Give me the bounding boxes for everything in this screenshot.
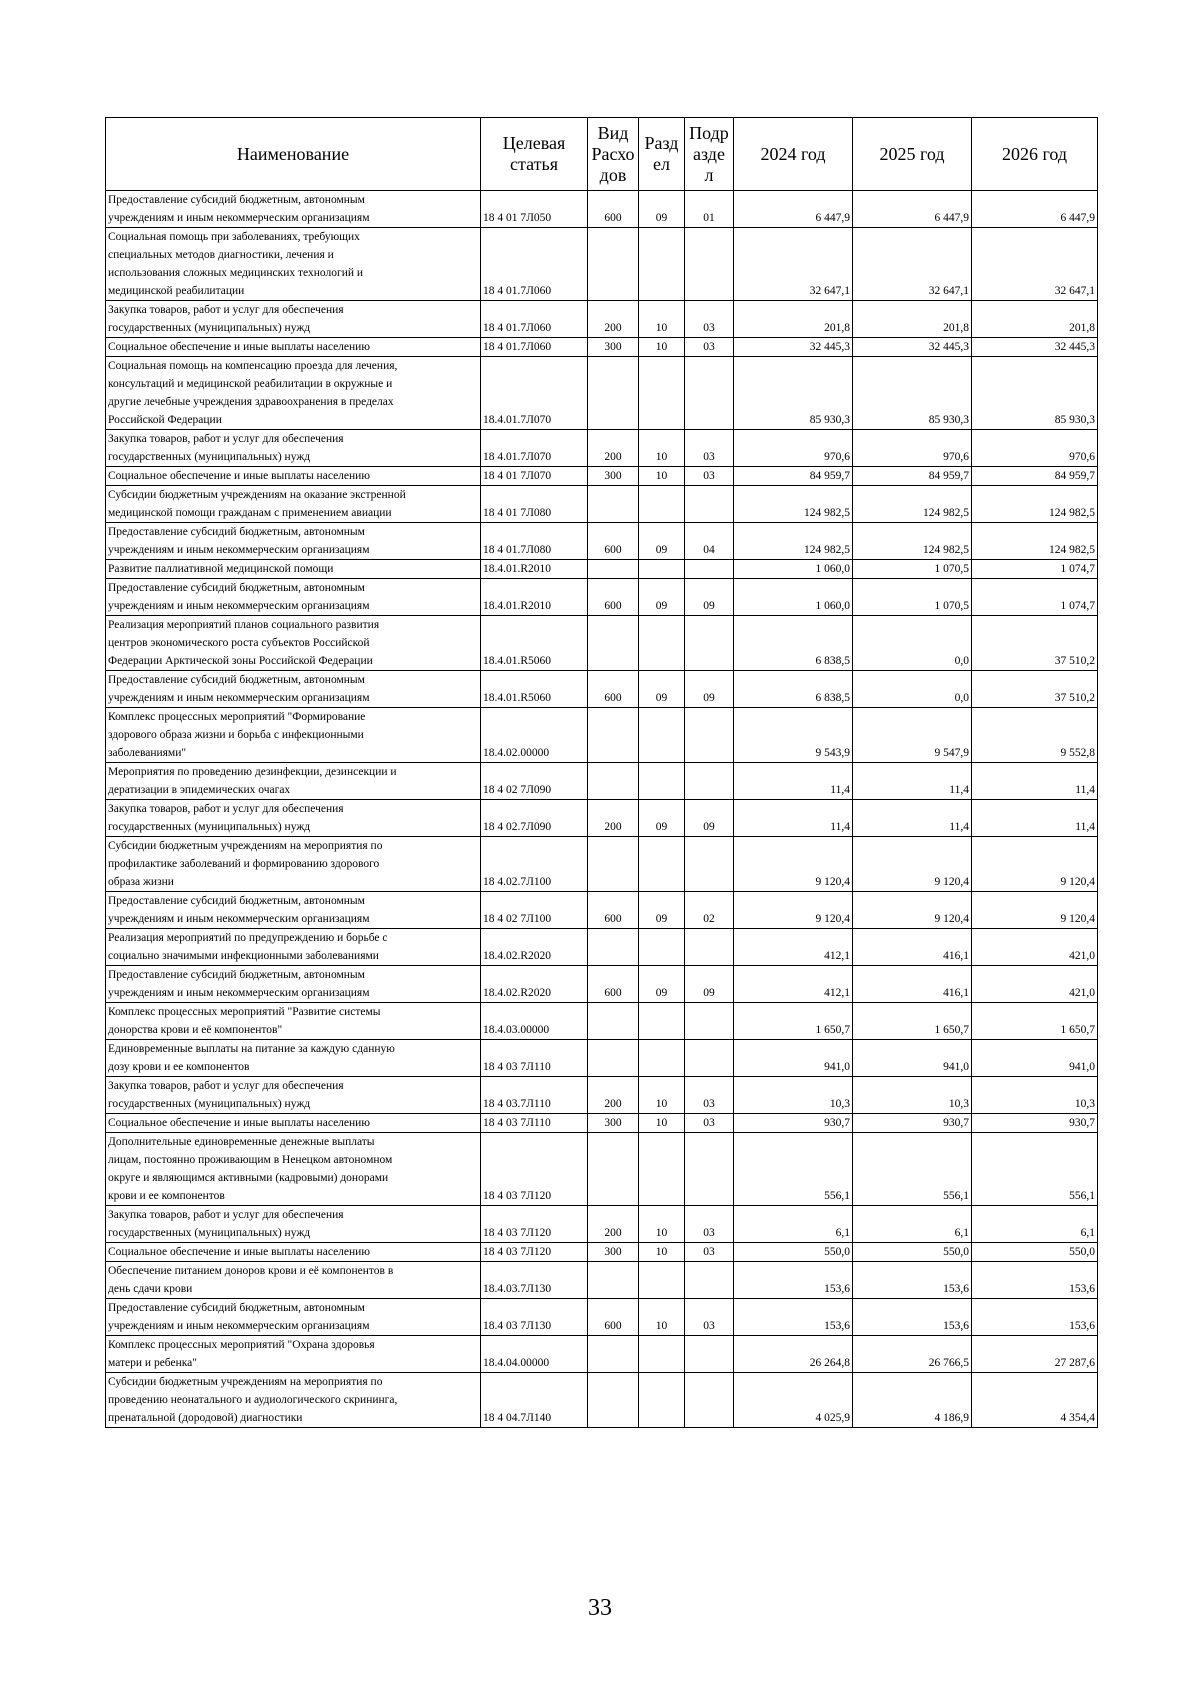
- cell-section: 09: [639, 966, 685, 1003]
- cell-2024: 930,7: [734, 1114, 853, 1133]
- cell-expense-type: [588, 708, 639, 763]
- cell-name: Закупка товаров, работ и услуг для обеспечения государственных (муниципальных) нужд: [106, 1077, 481, 1114]
- cell-expense-type: [588, 1040, 639, 1077]
- cell-section: [639, 837, 685, 892]
- cell-name: Социальное обеспечение и иные выплаты населению: [106, 467, 481, 486]
- cell-2026: 9 120,4: [972, 892, 1098, 929]
- cell-section: [639, 616, 685, 671]
- cell-section: 10: [639, 338, 685, 357]
- cell-expense-type: 600: [588, 523, 639, 560]
- cell-2026: 6,1: [972, 1206, 1098, 1243]
- cell-2026: 941,0: [972, 1040, 1098, 1077]
- cell-2026: 930,7: [972, 1114, 1098, 1133]
- cell-2026: 9 552,8: [972, 708, 1098, 763]
- cell-2026: 153,6: [972, 1262, 1098, 1299]
- cell-2024: 201,8: [734, 301, 853, 338]
- header-name: Наименование: [106, 118, 481, 191]
- cell-2024: 32 445,3: [734, 338, 853, 357]
- cell-target-article: 18 4.02.7Л100: [481, 837, 588, 892]
- cell-subsection: 03: [685, 1206, 734, 1243]
- header-2026: 2026 год: [972, 118, 1098, 191]
- cell-subsection: 03: [685, 301, 734, 338]
- cell-expense-type: 200: [588, 1206, 639, 1243]
- cell-subsection: 03: [685, 1299, 734, 1336]
- cell-2025: 32 647,1: [853, 228, 972, 301]
- cell-expense-type: [588, 616, 639, 671]
- cell-expense-type: [588, 1003, 639, 1040]
- cell-expense-type: [588, 1262, 639, 1299]
- table-row: [106, 671, 1098, 708]
- cell-expense-type: 300: [588, 338, 639, 357]
- cell-2024: 153,6: [734, 1299, 853, 1336]
- cell-target-article: 18.4.01.7Л070: [481, 357, 588, 430]
- cell-subsection: [685, 560, 734, 579]
- cell-2026: 124 982,5: [972, 486, 1098, 523]
- cell-name: Закупка товаров, работ и услуг для обеспечения государственных (муниципальных) нужд: [106, 1206, 481, 1243]
- cell-2025: 416,1: [853, 966, 972, 1003]
- cell-expense-type: [588, 486, 639, 523]
- cell-expense-type: [588, 763, 639, 800]
- cell-2026: 10,3: [972, 1077, 1098, 1114]
- cell-2026: 201,8: [972, 301, 1098, 338]
- header-podrazdel: Подр азде л: [685, 118, 734, 191]
- cell-section: [639, 1003, 685, 1040]
- cell-2024: 10,3: [734, 1077, 853, 1114]
- cell-name: Комплекс процессных мероприятий "Охрана здоровья матери и ребенка": [106, 1336, 481, 1373]
- cell-section: [639, 228, 685, 301]
- cell-expense-type: 600: [588, 966, 639, 1003]
- cell-target-article: 18 4 01.7Л080: [481, 523, 588, 560]
- cell-section: 10: [639, 301, 685, 338]
- cell-name: Закупка товаров, работ и услуг для обеспечения государственных (муниципальных) нужд: [106, 301, 481, 338]
- cell-2024: 9 120,4: [734, 837, 853, 892]
- cell-section: 10: [639, 1077, 685, 1114]
- cell-target-article: 18 4.01.7Л070: [481, 430, 588, 467]
- table-row: [106, 1373, 1098, 1428]
- cell-name: Социальное обеспечение и иные выплаты населению: [106, 338, 481, 357]
- cell-target-article: 18.4.01.R2010: [481, 560, 588, 579]
- header-vid: Вид Расхо дов: [588, 118, 639, 191]
- header-razdel: Разд ел: [639, 118, 685, 191]
- cell-target-article: 18 4 03.7Л110: [481, 1077, 588, 1114]
- table-row: [106, 1114, 1098, 1133]
- cell-2025: 9 120,4: [853, 837, 972, 892]
- cell-section: 10: [639, 1243, 685, 1262]
- cell-2024: 6 838,5: [734, 671, 853, 708]
- cell-section: [639, 1336, 685, 1373]
- cell-section: 09: [639, 800, 685, 837]
- cell-expense-type: [588, 837, 639, 892]
- cell-2026: 1 074,7: [972, 560, 1098, 579]
- cell-target-article: 18 4 01.7Л060: [481, 228, 588, 301]
- cell-2025: 84 959,7: [853, 467, 972, 486]
- cell-target-article: 18 4 01.7Л060: [481, 301, 588, 338]
- cell-2026: 9 120,4: [972, 837, 1098, 892]
- cell-target-article: 18 4 03 7Л110: [481, 1114, 588, 1133]
- cell-2025: 9 547,9: [853, 708, 972, 763]
- cell-2025: 1 070,5: [853, 560, 972, 579]
- cell-2024: 6,1: [734, 1206, 853, 1243]
- cell-subsection: [685, 1262, 734, 1299]
- cell-2024: 412,1: [734, 966, 853, 1003]
- cell-2025: 153,6: [853, 1262, 972, 1299]
- cell-2025: 0,0: [853, 671, 972, 708]
- cell-2025: 6 447,9: [853, 191, 972, 228]
- cell-subsection: 09: [685, 579, 734, 616]
- cell-2026: 6 447,9: [972, 191, 1098, 228]
- cell-2024: 970,6: [734, 430, 853, 467]
- cell-2026: 556,1: [972, 1133, 1098, 1206]
- cell-2025: 416,1: [853, 929, 972, 966]
- cell-subsection: [685, 837, 734, 892]
- cell-subsection: 03: [685, 1077, 734, 1114]
- cell-name: Субсидии бюджетным учреждениям на оказание экстренной медицинской помощи гражданам с применением авиации: [106, 486, 481, 523]
- cell-2026: 1 074,7: [972, 579, 1098, 616]
- cell-name: Предоставление субсидий бюджетным, автономным учреждениям и иным некоммерческим организациям: [106, 523, 481, 560]
- table-row: [106, 357, 1098, 430]
- cell-subsection: 03: [685, 338, 734, 357]
- cell-2025: 201,8: [853, 301, 972, 338]
- cell-2025: 6,1: [853, 1206, 972, 1243]
- cell-target-article: 18 4 03 7Л120: [481, 1243, 588, 1262]
- cell-expense-type: [588, 228, 639, 301]
- cell-target-article: 18 4 03 7Л110: [481, 1040, 588, 1077]
- cell-2024: 6 838,5: [734, 616, 853, 671]
- cell-target-article: 18.4.02.00000: [481, 708, 588, 763]
- cell-2025: 85 930,3: [853, 357, 972, 430]
- table-row: [106, 191, 1098, 228]
- cell-2025: 153,6: [853, 1299, 972, 1336]
- cell-name: Предоставление субсидий бюджетным, автономным учреждениям и иным некоммерческим организациям: [106, 579, 481, 616]
- cell-name: Социальное обеспечение и иные выплаты населению: [106, 1243, 481, 1262]
- cell-subsection: [685, 616, 734, 671]
- table-row: [106, 560, 1098, 579]
- cell-2026: 4 354,4: [972, 1373, 1098, 1428]
- cell-subsection: 03: [685, 1114, 734, 1133]
- cell-subsection: 02: [685, 892, 734, 929]
- cell-2026: 11,4: [972, 800, 1098, 837]
- cell-section: 10: [639, 1114, 685, 1133]
- cell-name: Субсидии бюджетным учреждениям на мероприятия по проведению неонатального и аудиологического скрининга, пренатальной (дородовой) диагностики: [106, 1373, 481, 1428]
- cell-expense-type: [588, 1133, 639, 1206]
- cell-2025: 4 186,9: [853, 1373, 972, 1428]
- cell-section: 09: [639, 523, 685, 560]
- cell-name: Социальная помощь на компенсацию проезда для лечения, консультаций и медицинской реабилитации в окружные и другие лечебные учреждения здравоохранения в пределах Российской Федерации: [106, 357, 481, 430]
- cell-target-article: 18 4 02 7Л090: [481, 763, 588, 800]
- cell-target-article: 18.4 03 7Л130: [481, 1299, 588, 1336]
- cell-2024: 32 647,1: [734, 228, 853, 301]
- cell-2026: 37 510,2: [972, 616, 1098, 671]
- cell-target-article: 18.4.04.00000: [481, 1336, 588, 1373]
- cell-section: [639, 1040, 685, 1077]
- cell-2025: 941,0: [853, 1040, 972, 1077]
- cell-target-article: 18.4.01.R5060: [481, 616, 588, 671]
- table-row: [106, 837, 1098, 892]
- cell-expense-type: 200: [588, 800, 639, 837]
- cell-2025: 32 445,3: [853, 338, 972, 357]
- cell-name: Единовременные выплаты на питание за каждую сданную дозу крови и ее компонентов: [106, 1040, 481, 1077]
- cell-target-article: 18 4 02 7Л100: [481, 892, 588, 929]
- cell-target-article: 18.4.01.R5060: [481, 671, 588, 708]
- table-row: [106, 486, 1098, 523]
- cell-name: Закупка товаров, работ и услуг для обеспечения государственных (муниципальных) нужд: [106, 800, 481, 837]
- cell-2026: 32 445,3: [972, 338, 1098, 357]
- cell-name: Мероприятия по проведению дезинфекции, дезинсекции и дератизации в эпидемических очагах: [106, 763, 481, 800]
- cell-2025: 26 766,5: [853, 1336, 972, 1373]
- cell-2025: 1 650,7: [853, 1003, 972, 1040]
- cell-name: Реализация мероприятий по предупреждению и борьбе с социально значимыми инфекционными заболеваниями: [106, 929, 481, 966]
- cell-subsection: [685, 929, 734, 966]
- cell-subsection: [685, 1040, 734, 1077]
- table-row: [106, 1299, 1098, 1336]
- cell-expense-type: 600: [588, 191, 639, 228]
- table-row: [106, 1262, 1098, 1299]
- cell-2024: 26 264,8: [734, 1336, 853, 1373]
- cell-name: Комплекс процессных мероприятий "Формирование здорового образа жизни и борьба с инфекционными заболеваниями": [106, 708, 481, 763]
- cell-expense-type: [588, 1373, 639, 1428]
- table-row: [106, 430, 1098, 467]
- cell-2024: 9 543,9: [734, 708, 853, 763]
- cell-name: Комплекс процессных мероприятий "Развитие системы донорства крови и её компонентов": [106, 1003, 481, 1040]
- cell-subsection: [685, 1336, 734, 1373]
- cell-subsection: 01: [685, 191, 734, 228]
- cell-target-article: 18.4.02.R2020: [481, 966, 588, 1003]
- cell-2024: 1 060,0: [734, 560, 853, 579]
- cell-2024: 941,0: [734, 1040, 853, 1077]
- table-row: [106, 763, 1098, 800]
- cell-target-article: 18 4 01 7Л070: [481, 467, 588, 486]
- cell-section: 09: [639, 671, 685, 708]
- cell-section: [639, 357, 685, 430]
- header-2024: 2024 год: [734, 118, 853, 191]
- cell-expense-type: 600: [588, 892, 639, 929]
- table-row: [106, 1077, 1098, 1114]
- table-row: [106, 1336, 1098, 1373]
- cell-2025: 930,7: [853, 1114, 972, 1133]
- cell-2024: 153,6: [734, 1262, 853, 1299]
- cell-section: [639, 1133, 685, 1206]
- table-row: [106, 579, 1098, 616]
- cell-name: Предоставление субсидий бюджетным, автономным учреждениям и иным некоммерческим организациям: [106, 671, 481, 708]
- table-row: [106, 1040, 1098, 1077]
- cell-section: [639, 763, 685, 800]
- cell-subsection: [685, 228, 734, 301]
- cell-expense-type: 200: [588, 430, 639, 467]
- cell-2024: 6 447,9: [734, 191, 853, 228]
- cell-2025: 970,6: [853, 430, 972, 467]
- cell-subsection: 03: [685, 430, 734, 467]
- table-row: [106, 708, 1098, 763]
- table-row: [106, 301, 1098, 338]
- cell-target-article: 18 4 04.7Л140: [481, 1373, 588, 1428]
- cell-name: Развитие паллиативной медицинской помощи: [106, 560, 481, 579]
- cell-subsection: 09: [685, 800, 734, 837]
- cell-2024: 11,4: [734, 763, 853, 800]
- header-2025: 2025 год: [853, 118, 972, 191]
- cell-expense-type: 600: [588, 1299, 639, 1336]
- cell-2026: 32 647,1: [972, 228, 1098, 301]
- cell-target-article: 18.4.03.7Л130: [481, 1262, 588, 1299]
- table-row: [106, 1003, 1098, 1040]
- cell-2026: 1 650,7: [972, 1003, 1098, 1040]
- cell-subsection: 09: [685, 966, 734, 1003]
- cell-section: [639, 560, 685, 579]
- cell-target-article: 18 4 03 7Л120: [481, 1133, 588, 1206]
- cell-expense-type: 300: [588, 467, 639, 486]
- cell-2024: 550,0: [734, 1243, 853, 1262]
- cell-2026: 11,4: [972, 763, 1098, 800]
- table-row: [106, 929, 1098, 966]
- cell-subsection: 09: [685, 671, 734, 708]
- cell-subsection: [685, 708, 734, 763]
- budget-table: [105, 117, 1098, 1428]
- cell-name: Социальное обеспечение и иные выплаты населению: [106, 1114, 481, 1133]
- cell-expense-type: [588, 560, 639, 579]
- cell-name: Субсидии бюджетным учреждениям на мероприятия по профилактике заболеваний и формированию здорового образа жизни: [106, 837, 481, 892]
- cell-2024: 4 025,9: [734, 1373, 853, 1428]
- cell-subsection: 04: [685, 523, 734, 560]
- cell-2025: 10,3: [853, 1077, 972, 1114]
- cell-section: [639, 929, 685, 966]
- cell-2024: 85 930,3: [734, 357, 853, 430]
- cell-2024: 556,1: [734, 1133, 853, 1206]
- cell-name: Предоставление субсидий бюджетным, автономным учреждениям и иным некоммерческим организациям: [106, 1299, 481, 1336]
- cell-expense-type: 200: [588, 301, 639, 338]
- cell-2024: 84 959,7: [734, 467, 853, 486]
- cell-target-article: 18.4.01.R2010: [481, 579, 588, 616]
- table-row: [106, 523, 1098, 560]
- cell-2024: 1 060,0: [734, 579, 853, 616]
- cell-2026: 84 959,7: [972, 467, 1098, 486]
- cell-2026: 550,0: [972, 1243, 1098, 1262]
- table-row: [106, 338, 1098, 357]
- table-body: [106, 191, 1098, 1428]
- cell-target-article: 18 4 01 7Л050: [481, 191, 588, 228]
- cell-2025: 0,0: [853, 616, 972, 671]
- cell-2025: 11,4: [853, 800, 972, 837]
- cell-subsection: [685, 357, 734, 430]
- table-row: [106, 1133, 1098, 1206]
- table-row: [106, 892, 1098, 929]
- cell-expense-type: 200: [588, 1077, 639, 1114]
- cell-expense-type: 300: [588, 1114, 639, 1133]
- cell-name: Предоставление субсидий бюджетным, автономным учреждениям и иным некоммерческим организациям: [106, 966, 481, 1003]
- cell-section: 10: [639, 1299, 685, 1336]
- cell-name: Предоставление субсидий бюджетным, автономным учреждениям и иным некоммерческим организациям: [106, 892, 481, 929]
- cell-target-article: 18 4 02.7Л090: [481, 800, 588, 837]
- cell-2025: 556,1: [853, 1133, 972, 1206]
- page-number: 33: [588, 1595, 612, 1621]
- cell-2024: 124 982,5: [734, 486, 853, 523]
- cell-target-article: 18 4 03 7Л120: [481, 1206, 588, 1243]
- cell-subsection: [685, 1133, 734, 1206]
- cell-2026: 421,0: [972, 966, 1098, 1003]
- cell-2026: 85 930,3: [972, 357, 1098, 430]
- cell-section: [639, 1373, 685, 1428]
- cell-target-article: 18 4 01.7Л060: [481, 338, 588, 357]
- cell-name: Дополнительные единовременные денежные выплаты лицам, постоянно проживающим в Ненецком автономном округе и являющимся активными (кадровыми) донорами крови и ее компонентов: [106, 1133, 481, 1206]
- cell-section: 10: [639, 467, 685, 486]
- cell-name: Социальная помощь при заболеваниях, требующих специальных методов диагностики, лечения и использования сложных медицинских технологий и медицинской реабилитации: [106, 228, 481, 301]
- cell-subsection: [685, 486, 734, 523]
- table-row: [106, 616, 1098, 671]
- cell-expense-type: [588, 929, 639, 966]
- cell-section: 09: [639, 892, 685, 929]
- table-row: [106, 1206, 1098, 1243]
- cell-name: Обеспечение питанием доноров крови и её компонентов в день сдачи крови: [106, 1262, 481, 1299]
- cell-2025: 124 982,5: [853, 523, 972, 560]
- cell-name: Закупка товаров, работ и услуг для обеспечения государственных (муниципальных) нужд: [106, 430, 481, 467]
- cell-2025: 9 120,4: [853, 892, 972, 929]
- cell-section: 09: [639, 191, 685, 228]
- cell-2025: 124 982,5: [853, 486, 972, 523]
- cell-section: 09: [639, 579, 685, 616]
- cell-expense-type: 600: [588, 579, 639, 616]
- cell-name: Реализация мероприятий планов социального развития центров экономического роста субъектов Российской Федерации Арктической зоны Российской Федерации: [106, 616, 481, 671]
- cell-2026: 421,0: [972, 929, 1098, 966]
- table-row: [106, 966, 1098, 1003]
- cell-section: [639, 486, 685, 523]
- cell-section: 10: [639, 1206, 685, 1243]
- cell-subsection: 03: [685, 1243, 734, 1262]
- cell-subsection: 03: [685, 467, 734, 486]
- cell-2026: 970,6: [972, 430, 1098, 467]
- table-row: [106, 1243, 1098, 1262]
- cell-2026: 37 510,2: [972, 671, 1098, 708]
- cell-subsection: [685, 1373, 734, 1428]
- cell-expense-type: 300: [588, 1243, 639, 1262]
- cell-2026: 27 287,6: [972, 1336, 1098, 1373]
- table-row: [106, 467, 1098, 486]
- cell-target-article: 18 4 01 7Л080: [481, 486, 588, 523]
- cell-2026: 124 982,5: [972, 523, 1098, 560]
- table-row: [106, 800, 1098, 837]
- cell-section: [639, 708, 685, 763]
- cell-target-article: 18.4.02.R2020: [481, 929, 588, 966]
- cell-section: 10: [639, 430, 685, 467]
- cell-2026: 153,6: [972, 1299, 1098, 1336]
- cell-target-article: 18.4.03.00000: [481, 1003, 588, 1040]
- cell-2024: 11,4: [734, 800, 853, 837]
- table-row: [106, 228, 1098, 301]
- cell-2024: 412,1: [734, 929, 853, 966]
- cell-subsection: [685, 1003, 734, 1040]
- cell-2024: 9 120,4: [734, 892, 853, 929]
- cell-2024: 1 650,7: [734, 1003, 853, 1040]
- cell-subsection: [685, 763, 734, 800]
- cell-2025: 550,0: [853, 1243, 972, 1262]
- table-header-row: [106, 118, 1098, 191]
- cell-expense-type: 600: [588, 671, 639, 708]
- cell-section: [639, 1262, 685, 1299]
- cell-name: Предоставление субсидий бюджетным, автономным учреждениям и иным некоммерческим организациям: [106, 191, 481, 228]
- cell-expense-type: [588, 1336, 639, 1373]
- cell-2025: 1 070,5: [853, 579, 972, 616]
- cell-2025: 11,4: [853, 763, 972, 800]
- header-article: Целевая статья: [481, 118, 588, 191]
- cell-2024: 124 982,5: [734, 523, 853, 560]
- cell-expense-type: [588, 357, 639, 430]
